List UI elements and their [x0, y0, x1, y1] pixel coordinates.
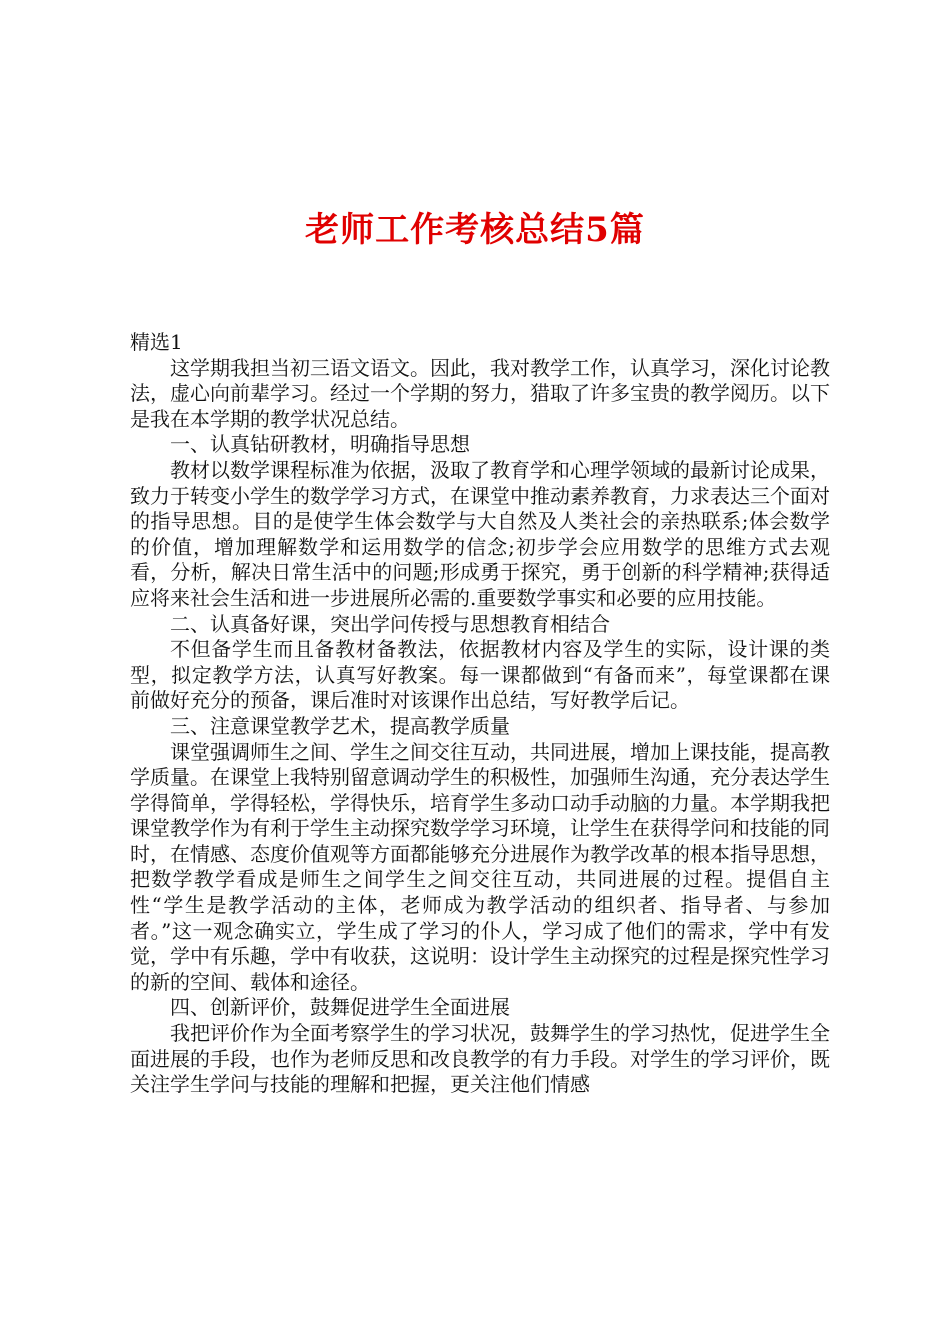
paragraph: 教材以数学课程标准为依据，汲取了教育学和心理学领域的最新讨论成果，致力于转变小学生的数学学习方式，在课堂中推动素养教育，力求表达三个面对的指导思想。目的是使学生体会数学与大自然及人类社会的亲热联系;体会数学的价值，增加理解数学和运用数学的信念;初步学会应用数学的思维方式去观看，分析，解决日常生活中的问题;形成勇于探究，勇于创新的科学精神;获得适应将来社会生活和进一步进展所必需的.重要数学事实和必要的应用技能。 [130, 457, 830, 610]
paragraph: 这学期我担当初三语文语文。因此，我对教学工作，认真学习，深化讨论教法，虚心向前辈学习。经过一个学期的努力，猎取了许多宝贵的教学阅历。以下是我在本学期的教学状况总结。 [130, 355, 830, 431]
paragraph: 课堂强调师生之间、学生之间交往互动，共同进展，增加上课技能，提高教学质量。在课堂上我特别留意调动学生的积极性，加强师生沟通，充分表达学生学得简单，学得轻松，学得快乐，培育学生多动口动手动脑的力量。本学期我把课堂教学作为有利于学生主动探究数学学习环境，让学生在获得学问和技能的同时，在情感、态度价值观等方面都能够充分进展作为教学改革的根本指导思想，把数学教学看成是师生之间学生之间交往互动，共同进展的过程。提倡自主性“学生是教学活动的主体，老师成为教学活动的组织者、指导者、与参加者。”这一观念确实立，学生成了学习的仆人，学习成了他们的需求，学中有发觉，学中有乐趣，学中有收获，这说明：设计学生主动探究的过程是探究性学习的新的空间、载体和途径。 [130, 739, 830, 994]
document-body [130, 330, 830, 1098]
section-heading: 三、注意课堂教学艺术，提高教学质量 [170, 713, 510, 738]
section-heading: 二、认真备好课，突出学问传授与思想教育相结合 [170, 611, 610, 636]
paragraph: 不但备学生而且备教材备教法，依据教材内容及学生的实际，设计课的类型，拟定教学方法，认真写好教案。每一课都做到“有备而来”，每堂课都在课前做好充分的预备，课后准时对该课作出总结，写好教学后记。 [130, 637, 830, 713]
section-label: 精选1 [130, 330, 183, 354]
section-heading: 四、创新评价，鼓舞促进学生全面进展 [170, 995, 510, 1020]
paragraph: 我把评价作为全面考察学生的学习状况，鼓舞学生的学习热忱，促进学生全面进展的手段，也作为老师反思和改良教学的有力手段。对学生的学习评价，既关注学生学问与技能的理解和把握，更关注他们情感 [130, 1021, 830, 1097]
section-heading: 一、认真钻研教材，明确指导思想 [170, 432, 470, 457]
document-title: 老师工作考核总结5篇 [305, 210, 645, 250]
